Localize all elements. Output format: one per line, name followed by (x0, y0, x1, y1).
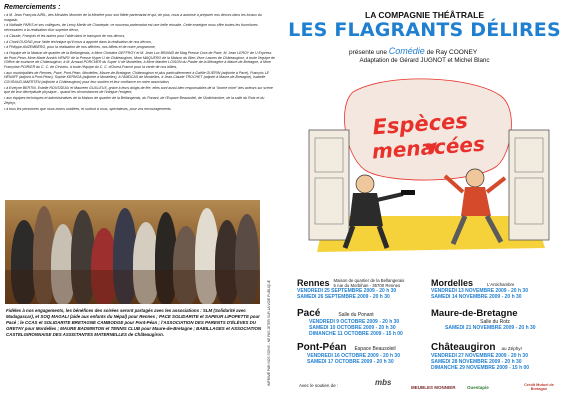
show-town: Rennes (297, 278, 330, 288)
poster-panel (283, 0, 566, 400)
presents-prefix: présente une (349, 49, 387, 56)
print-notice: IMPRIMÉ PAR NOS SOINS - NE PAS JETER SUR LA VOIE PUBLIQUE (267, 280, 271, 386)
show-date: SAMEDI 21 NOVEMBRE 2009 - 20 h 30 (445, 325, 536, 331)
show-mordelles (431, 278, 559, 300)
company-label: LA COMPAGNIE THÉÂTRALE (365, 10, 484, 20)
genre-label: Comédie (388, 46, 425, 56)
show-date: SAMEDI 10 OCTOBRE 2009 - 20 h 30 (309, 325, 396, 331)
show-venue: Salle du Rotz (480, 319, 510, 325)
show-town: Mordelles (431, 278, 474, 288)
sponsor-label: Avec le soutien de : (299, 383, 339, 388)
thanks-title: Remerciements : (4, 4, 61, 11)
show-pont-pean (297, 342, 425, 365)
charity-caption: Fidèles à nos engagements, les bénéfices des soirées seront partagés avec les associations : SLM (Solidarité avec Madagascar), et SOQ MAGALI (aide aux enfants du Népal) pour Rennes ; PACE SOLIDARITE et SAPEUR LIPOPETTE pour Pacé ; le CCAS et SOLIDARITE BRETAGNE CAMBODGE pour Pont-Péan ; l'ASSOCIATION DES PARENTS D'ÉLÈVES DU GRETAY pour Mordelles ; MAURE BADMINTON et TENNIS CLUB pour Maure-de-Bretagne ; BABILLAGES et ASSOCIATION CASTELGIRONNAISE DES ASSISTANTES MATERNELLES de Châteaugiron. (6, 308, 262, 337)
play-title-line2: menacées (371, 131, 486, 164)
show-maure (431, 308, 559, 331)
thanks-paragraph: • à Evelyne BERTIN, Estelle ROUSSEAU et Maureen GUILLEUX, grâce à leurs doigts de fée, elles sont aussi bien responsables de la "bonne mine" des acteurs sur scène que de leur décrépitude physique... quand les circonstances de l'intrigue l'exigent, (4, 85, 273, 95)
thanks-paragraph: • aux équipes techniques et administratives de la Maison de quartier de la Bellangerais, du Ponant, de l'Espace Beausoleil, de l'Antichambre, de la salle du Rotz et du Zéphyr, (4, 96, 265, 105)
thanks-list (4, 13, 276, 112)
show-venue: Salle du Ponant (338, 312, 374, 318)
show-date: SAMEDI 17 OCTOBRE 2009 - 20 h 30 (307, 359, 394, 365)
show-date: SAMEDI 28 NOVEMBRE 2009 - 20 h 30 (431, 359, 522, 365)
presents-line (349, 46, 477, 56)
show-town: Pacé (297, 308, 321, 319)
show-venue: Espace Beausoleil (354, 346, 396, 352)
show-venue: Maison de quartier de la Bellangerais 5 rue du Morbihan - 35700 Rennes (333, 278, 405, 288)
show-date: VENDREDI 27 NOVEMBRE 2009 - 20 h 30 (431, 353, 528, 359)
show-date: DIMANCHE 29 NOVEMBRE 2009 - 15 h 00 (431, 365, 530, 371)
troupe-name: LES FLAGRANTS DÉLIRES (288, 19, 561, 41)
pistol-icon (401, 190, 415, 195)
sponsor-logo-monnier: MEUBLES MONNIER (411, 385, 456, 390)
thanks-paragraph: • à l'équipe de la Maison de quartier de la Bellangerais, à Mme Christine GEFFROY et M. Jean Luc BRIAND de Mag Presse Cora de Pacé, M. Jean LEROY de U Express de Pont-Péan, Mme Marie Annick HENRY de la Presse Hyper U de Châteaugiron, Mme MAQUERO de la Maison du Bien-Vivre Lasnes de Châteaugiron, à toute l'équipe de l'Office de tourisme de Châteaugiron, à M. Arnaud PORCHER du Super U de Mordelles, à Mme Martine LOISON du Panier de la Ménagère à Maure-de-Bretagne, à Mme Françoise POIRIER du C. C. de Cévoins, à toute l'équipe du C. C. d'Ouest-France pour la vente de nos billets, (4, 51, 275, 69)
adaptation-line: Adaptation de Gérard JUGNOT et Michel Blanc (359, 57, 490, 64)
show-date: VENDREDI 25 SEPTEMBRE 2009 - 20 h 30 (297, 288, 397, 295)
sponsor-logo-credit-mutuel: Crédit Mutuel de Bretagne (524, 383, 554, 392)
show-pace (297, 308, 425, 337)
show-town: Pont-Péan (297, 342, 347, 353)
show-chateaugiron (431, 342, 559, 371)
show-venue: L'Antichambre (487, 282, 515, 287)
thanks-paragraph: • à Nathalie PARIS et ses collègues, de Leroy Merlin de Chantepie, ce nouveau partenariat est une belle réussite. Cette enseigne nous offre toutes les fournitures nécessaires à la réalisation d'un superbe décor, (4, 23, 258, 32)
thanks-paragraph: • à Charli DUONG pour l'aide technique qu'il nous a apporté dans la réalisation de nos décors, (4, 39, 152, 44)
show-town: Maure-de-Bretagne (431, 308, 518, 319)
gunman-head (356, 175, 374, 193)
shows-grid (297, 278, 559, 378)
author-label: de Ray COONEY (426, 49, 478, 56)
show-rennes (297, 278, 425, 300)
troupe-group-photo (5, 200, 260, 304)
show-town: Châteaugiron (431, 342, 496, 353)
thanks-paragraph: • à Claude, François et les autres pour l'aide dans le transport de nos décors, (4, 33, 126, 38)
thanks-paragraph: • à tous les personnes que nous avons oubliées, et surtout à vous, spectateurs, pour vos encouragements. (4, 106, 172, 111)
show-date: SAMEDI 14 NOVEMBRE 2009 - 20 h 30 (431, 294, 522, 300)
show-date: VENDREDI 9 OCTOBRE 2009 - 20 h 30 (309, 319, 400, 325)
show-date: VENDREDI 16 OCTOBRE 2009 - 20 h 30 (307, 353, 400, 359)
sponsor-logo-mbs: mbs (375, 378, 392, 387)
show-date: DIMANCHE 11 OCTOBRE 2009 - 15 h 00 (309, 331, 403, 337)
thanks-paragraph: • aux municipalités de Rennes, Pacé, Pont-Péan, Mordelles, Maure-de-Bretagne, Châteaugiron et plus particulièrement à Gaëlle GUÉRIN (adjointe à Pacé), François LE HÉNAFF (adjoint à Pont-Péan), Sophie KERNOA (adjointe à Mordelles), à l'AMDCAS de Mordelles, à Jean-Claude TROCHET (adjoint à Maure-de-Bretagne), Isabelle COURAUD-MAERTEN (adjointe à Châteaugiron) pour leur soutien et leur confiance en notre association, (4, 70, 270, 84)
thanks-paragraph: • à Philippe ANZEMBERG, pour la réalisation de nos affiches, nos billets et de notre programme, (4, 45, 156, 50)
sponsor-logo-ouestapie: Ouestapie (467, 385, 489, 390)
cartoon-illustration (305, 66, 555, 262)
show-date: SAMEDI 26 SEPTEMBRE 2009 - 20 h 30 (297, 294, 390, 301)
show-venue: au Zéphyr (501, 346, 523, 351)
runner-head (466, 169, 484, 187)
play-title (369, 108, 486, 164)
show-date: VENDREDI 13 NOVEMBRE 2009 - 20 h 30 (431, 288, 528, 294)
play-title-line1: Espèces (371, 108, 469, 140)
thanks-paragraph: • à M. Jean François AIRIL, des Meubles Monnier de la Mézière pour son fidèle partenariat et qui, de plus, nous a autorisé à préparer nos décors dans les locaux du magasin, (4, 13, 262, 22)
